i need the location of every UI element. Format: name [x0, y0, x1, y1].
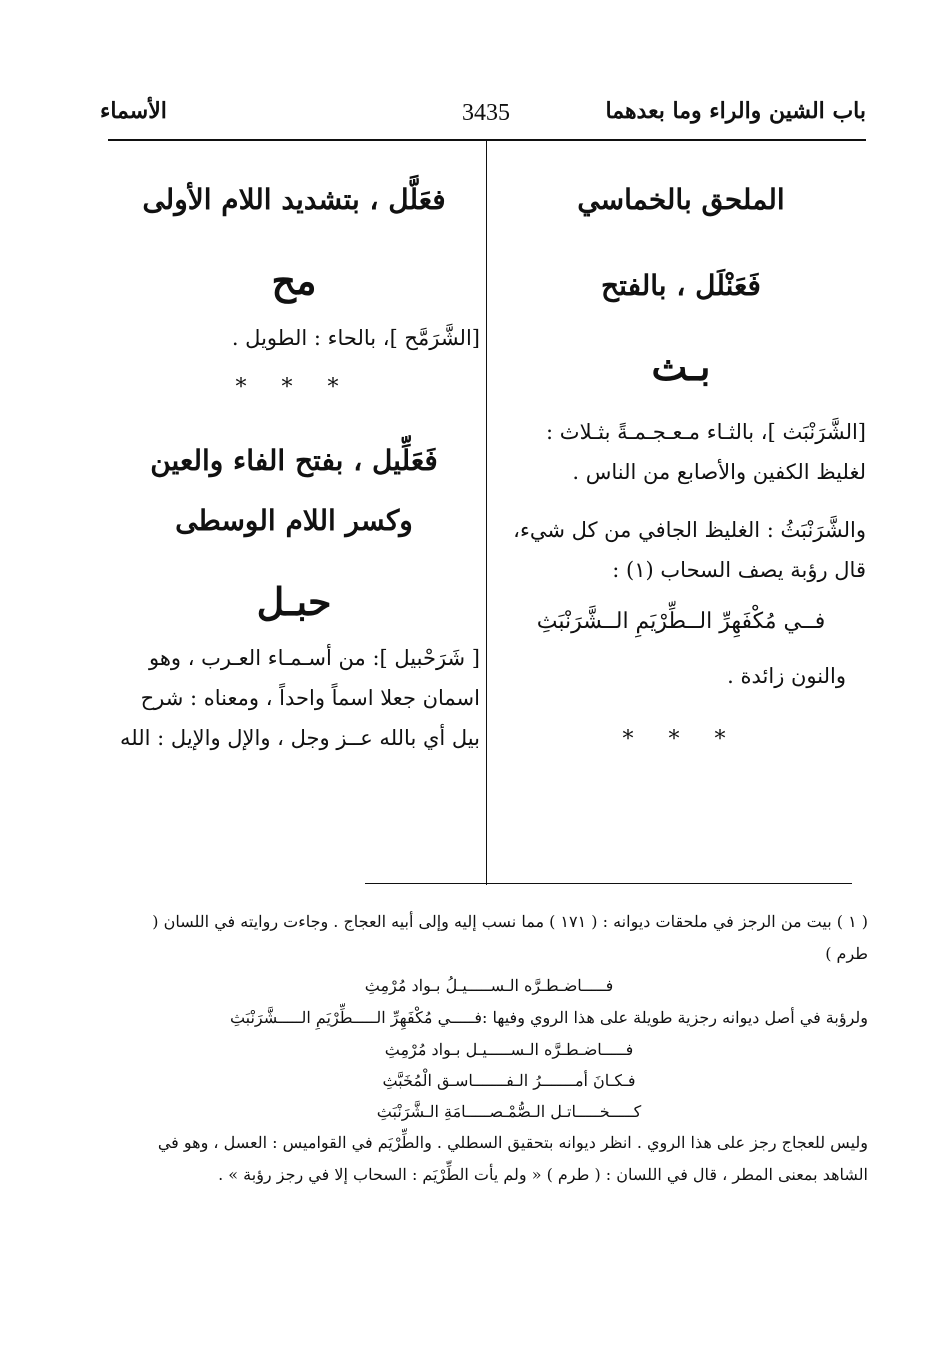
section-heading: الأسماء [100, 98, 167, 124]
footnote-verse: فـكـانَ أمـــــــرُ الـفـــــــاسـق الْمُخَبَّثِ [382, 1071, 636, 1090]
verse-line: فــي مُكْفَهِرِّ الــطِّرْيَمِ الــشَّرَنْبَثِ [536, 609, 826, 634]
page-number: 3435 [462, 100, 510, 126]
pattern-title: فعَلَّل ، بتشديد اللام الأولى [142, 183, 446, 216]
root-heading: مح [271, 258, 317, 303]
root-heading: بـث [651, 344, 711, 389]
entry-line: اسمان جعلا اسماً واحداً ، ومعناه : شرح [140, 686, 480, 710]
chapter-heading: باب الشين والراء وما بعدهما [605, 98, 866, 124]
footnote-line: ولرؤبة في أصل ديوانه رجزية طويلة على هذا الروي وفيها :فـــــي مُكْفَهِرِّ الـــــطِّرْيَمِ الـــــشَّرَنْبَثِ [229, 1008, 868, 1027]
entry-line: [الشَّرَنْبَث ]، بالثـاء مـعـجـمـةً بثـلاث : [546, 420, 866, 444]
footnote-verse: فـــــاضـطـرَّه الـســـــيـلُ بـواد مُرْمِثِ [364, 976, 614, 995]
entry-line: لغليظ الكفين والأصابع من الناس . [572, 460, 866, 484]
pattern-title: فَعَلِّيل ، بفتح الفاء والعين [150, 444, 438, 477]
header-rule [108, 139, 866, 141]
right-column [496, 170, 866, 770]
entry-line: [الشَّرَمَّح ]، بالحاء : الطويل . [231, 326, 480, 350]
section-separator: * * * [622, 727, 740, 752]
root-heading: حبـل [256, 579, 332, 624]
section-title: الملحق بالخماسي [577, 183, 785, 216]
entry-note: والنون زائدة . [727, 664, 846, 688]
footnote-line: وليس للعجاج رجز على هذا الروي . انظر ديوانه بتحقيق السطلي . والطِّرْيَم في القواميس : العسل ، وهو في [157, 1133, 868, 1152]
column-divider [486, 141, 487, 885]
pattern-title: فَعَنْلَل ، بالفتح [601, 269, 761, 302]
entry-line: [ شَرَحْبيل ]: من أسـمـاء العـرب ، وهو [148, 646, 480, 670]
entry-line: والشَّرَنْبَثُ : الغليظ الجافي من كل شيء، [513, 518, 866, 542]
left-column [108, 170, 480, 758]
section-separator: * * * [235, 375, 353, 400]
footnote-line: ( ١ ) بيت من الرجز في ملحقات ديوانه : ( ١٧١ ) مما نسب إليه وإلى أبيه العجاج . وجاءت روايته في اللسان ( طرم ) [152, 912, 868, 963]
pattern-title: وكسر اللام الوسطى [175, 504, 413, 537]
footnote-verse: فـــــاضـطـرَّه الـســـــيـل بـواد مُرْمِثِ [384, 1040, 634, 1059]
footnote-line: الشاهد بمعنى المطر ، قال في اللسان : ( طرم ) « ولم يأت الطِّرْيَم : السحاب إلا في رجز رؤبة » . [218, 1165, 868, 1184]
entry-line: بيل أي بالله عــز وجل ، والإل والإيل : الله [120, 726, 480, 750]
footnote-rule [365, 883, 852, 884]
footnote-verse: كـــــخـــــاتـل الـصُّمْـصـــــامَةِ الـشَّرَنْبَثِ [376, 1102, 642, 1121]
footnotes [150, 906, 868, 1191]
entry-line: قال رؤبة يصف السحاب (١) : [612, 558, 866, 582]
